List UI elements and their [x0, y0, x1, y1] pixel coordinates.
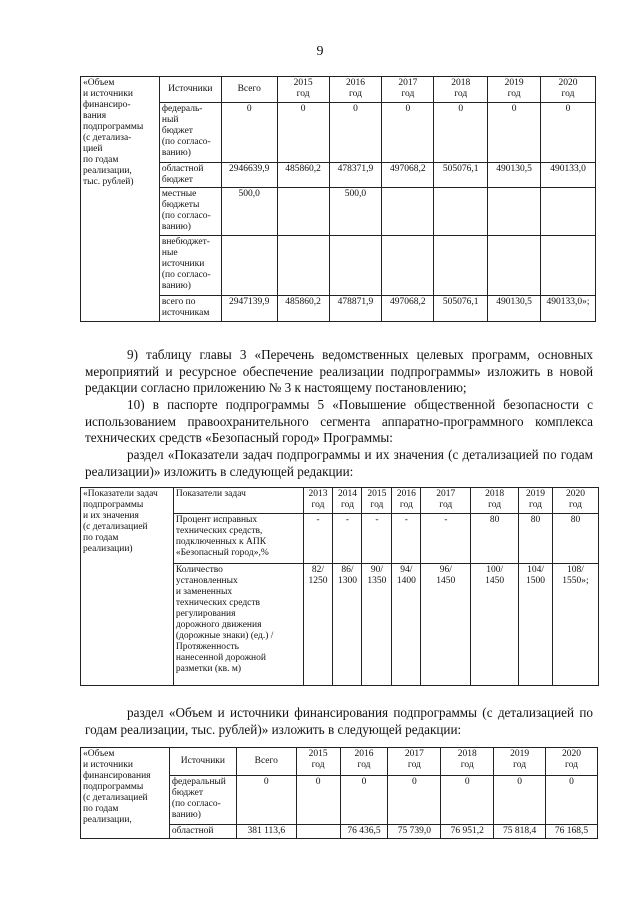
value-cell: 0 — [488, 103, 541, 163]
value-cell: 497068,2 — [382, 296, 434, 322]
header-cell: Показатели задач — [173, 488, 303, 514]
value-cell: 0 — [541, 103, 596, 163]
value-cell — [277, 236, 329, 296]
table-financing-2 — [80, 747, 598, 839]
value-cell: 2947139,9 — [221, 296, 277, 322]
value-cell: 0 — [382, 103, 434, 163]
value-cell: 0 — [441, 776, 494, 825]
header-cell: Всего — [236, 748, 296, 776]
value-cell: 478871,9 — [329, 296, 382, 322]
header-cell: 2020 год — [553, 488, 599, 514]
header-cell: 2015 год — [296, 748, 340, 776]
header-cell: Источники — [169, 748, 236, 776]
paragraph-item-9 — [85, 347, 593, 397]
paragraph-financing-section — [85, 705, 593, 738]
value-cell: - — [362, 514, 392, 564]
value-cell: 0 — [434, 103, 488, 163]
paragraph-indicators-section — [85, 447, 593, 480]
value-cell — [541, 236, 596, 296]
source-cell: областной — [169, 825, 236, 839]
source-cell: местные бюджеты (по согласо- ванию) — [159, 188, 221, 236]
value-cell: 80 — [553, 514, 599, 564]
source-cell: областной бюджет — [159, 163, 221, 188]
value-cell — [277, 188, 329, 236]
header-cell: 2015 год — [362, 488, 392, 514]
value-cell: 0 — [296, 776, 340, 825]
header-cell: 2015 год — [277, 77, 329, 103]
paragraph-text: 9) таблицу главы 3 «Перечень ведомственных целевых программ, основных мероприятий и ресурсное обеспечение реализации подпрограммы» изложить в новой редакции согласно приложению № 3 к настоящему постановлению; — [85, 347, 593, 395]
paragraph-text: раздел «Объем и источники финансирования подпрограммы (с детализацией по годам реализации, тыс. рублей)» изложить в следующей редакции: — [85, 705, 593, 737]
header-cell: Источники — [159, 77, 221, 103]
value-cell — [541, 188, 596, 236]
header-cell: 2017 год — [421, 488, 471, 514]
value-cell — [221, 236, 277, 296]
indicator-cell: Процент исправных технических средств, подключенных к АПК «Безопасный город»,% — [173, 514, 303, 564]
value-cell: 485860,2 — [277, 163, 329, 188]
value-cell — [434, 236, 488, 296]
value-cell: 94/ 1400 — [392, 564, 421, 686]
paragraph-text: 10) в паспорте подпрограммы 5 «Повышение общественной безопасности с использованием правоохранительного сегмента аппаратно-программного комплекса технических средств «Безопасный город» Программы: — [85, 397, 593, 445]
value-cell: - — [303, 514, 333, 564]
value-cell: 478371,9 — [329, 163, 382, 188]
value-cell: 76 951,2 — [441, 825, 494, 839]
value-cell: 82/ 1250 — [303, 564, 333, 686]
page-number: 9 — [316, 44, 324, 59]
header-cell: 2018 год — [471, 488, 519, 514]
value-cell: - — [421, 514, 471, 564]
header-cell: 2016 год — [392, 488, 421, 514]
value-cell: 0 — [494, 776, 546, 825]
value-cell: 490130,5 — [488, 163, 541, 188]
value-cell: 485860,2 — [277, 296, 329, 322]
value-cell: 497068,2 — [382, 163, 434, 188]
indicator-cell: Количество установленных и замененных технических средств регулирования дорожного движения (дорожные знаки) (ед.) / Протяженность нанесенной дорожной разметки (кв. м) — [173, 564, 303, 686]
header-cell: 2018 год — [434, 77, 488, 103]
header-cell: 2013 год — [303, 488, 333, 514]
header-cell: 2017 год — [388, 748, 441, 776]
source-cell: федераль- ный бюджет (по согласо- ванию) — [159, 103, 221, 163]
header-cell: 2016 год — [329, 77, 382, 103]
table-label: «Объем и источники финансиро- вания подпрограммы (с детализа- цией по годам реализации, тыс. рублей) — [81, 77, 160, 322]
value-cell: 76 436,5 — [340, 825, 388, 839]
source-cell: федеральный бюджет (по согласо- ванию) — [169, 776, 236, 825]
value-cell: 104/ 1500 — [519, 564, 553, 686]
source-cell: внебюджет- ные источники (по согласо- ванию) — [159, 236, 221, 296]
value-cell: - — [392, 514, 421, 564]
paragraph-item-10 — [85, 397, 593, 447]
value-cell: 0 — [329, 103, 382, 163]
value-cell: 2946639,9 — [221, 163, 277, 188]
header-cell: 2019 год — [494, 748, 546, 776]
table-label: «Показатели задач подпрограммы и их значения (с детализацией по годам реализации) — [81, 488, 174, 686]
value-cell: 75 739,0 — [388, 825, 441, 839]
value-cell: 490133,0 — [541, 163, 596, 188]
value-cell: 0 — [546, 776, 598, 825]
value-cell: 76 168,5 — [546, 825, 598, 839]
value-cell: 100/ 1450 — [471, 564, 519, 686]
value-cell: 490133,0»; — [541, 296, 596, 322]
value-cell: - — [333, 514, 362, 564]
value-cell — [382, 236, 434, 296]
value-cell — [329, 236, 382, 296]
value-cell: 490130,5 — [488, 296, 541, 322]
value-cell: 80 — [471, 514, 519, 564]
table-label: «Объем и источники финансирования подпрограммы (с детализацией по годам реализации, — [81, 748, 170, 839]
value-cell: 0 — [277, 103, 329, 163]
value-cell: 75 818,4 — [494, 825, 546, 839]
table-financing-1 — [80, 76, 596, 322]
value-cell: 505076,1 — [434, 296, 488, 322]
value-cell — [296, 825, 340, 839]
header-cell: 2014 год — [333, 488, 362, 514]
value-cell: 500,0 — [221, 188, 277, 236]
value-cell: 80 — [519, 514, 553, 564]
header-cell: 2020 год — [541, 77, 596, 103]
value-cell: 90/ 1350 — [362, 564, 392, 686]
header-cell: 2017 год — [382, 77, 434, 103]
value-cell: 0 — [340, 776, 388, 825]
value-cell — [382, 188, 434, 236]
value-cell — [434, 188, 488, 236]
paragraph-text: раздел «Показатели задач подпрограммы и их значения (с детализацией по годам реализации)» изложить в следующей редакции: — [85, 447, 593, 479]
header-cell: 2019 год — [519, 488, 553, 514]
value-cell: 0 — [236, 776, 296, 825]
value-cell: 86/ 1300 — [333, 564, 362, 686]
header-cell: 2020 год — [546, 748, 598, 776]
header-cell: 2018 год — [441, 748, 494, 776]
header-cell: 2019 год — [488, 77, 541, 103]
value-cell: 0 — [221, 103, 277, 163]
table-indicators — [80, 487, 599, 686]
value-cell — [488, 236, 541, 296]
header-cell: Всего — [221, 77, 277, 103]
value-cell: 381 113,6 — [236, 825, 296, 839]
value-cell — [488, 188, 541, 236]
source-cell: всего по источникам — [159, 296, 221, 322]
header-cell: 2016 год — [340, 748, 388, 776]
value-cell: 96/ 1450 — [421, 564, 471, 686]
value-cell: 500,0 — [329, 188, 382, 236]
value-cell: 505076,1 — [434, 163, 488, 188]
value-cell: 0 — [388, 776, 441, 825]
value-cell: 108/ 1550»; — [553, 564, 599, 686]
